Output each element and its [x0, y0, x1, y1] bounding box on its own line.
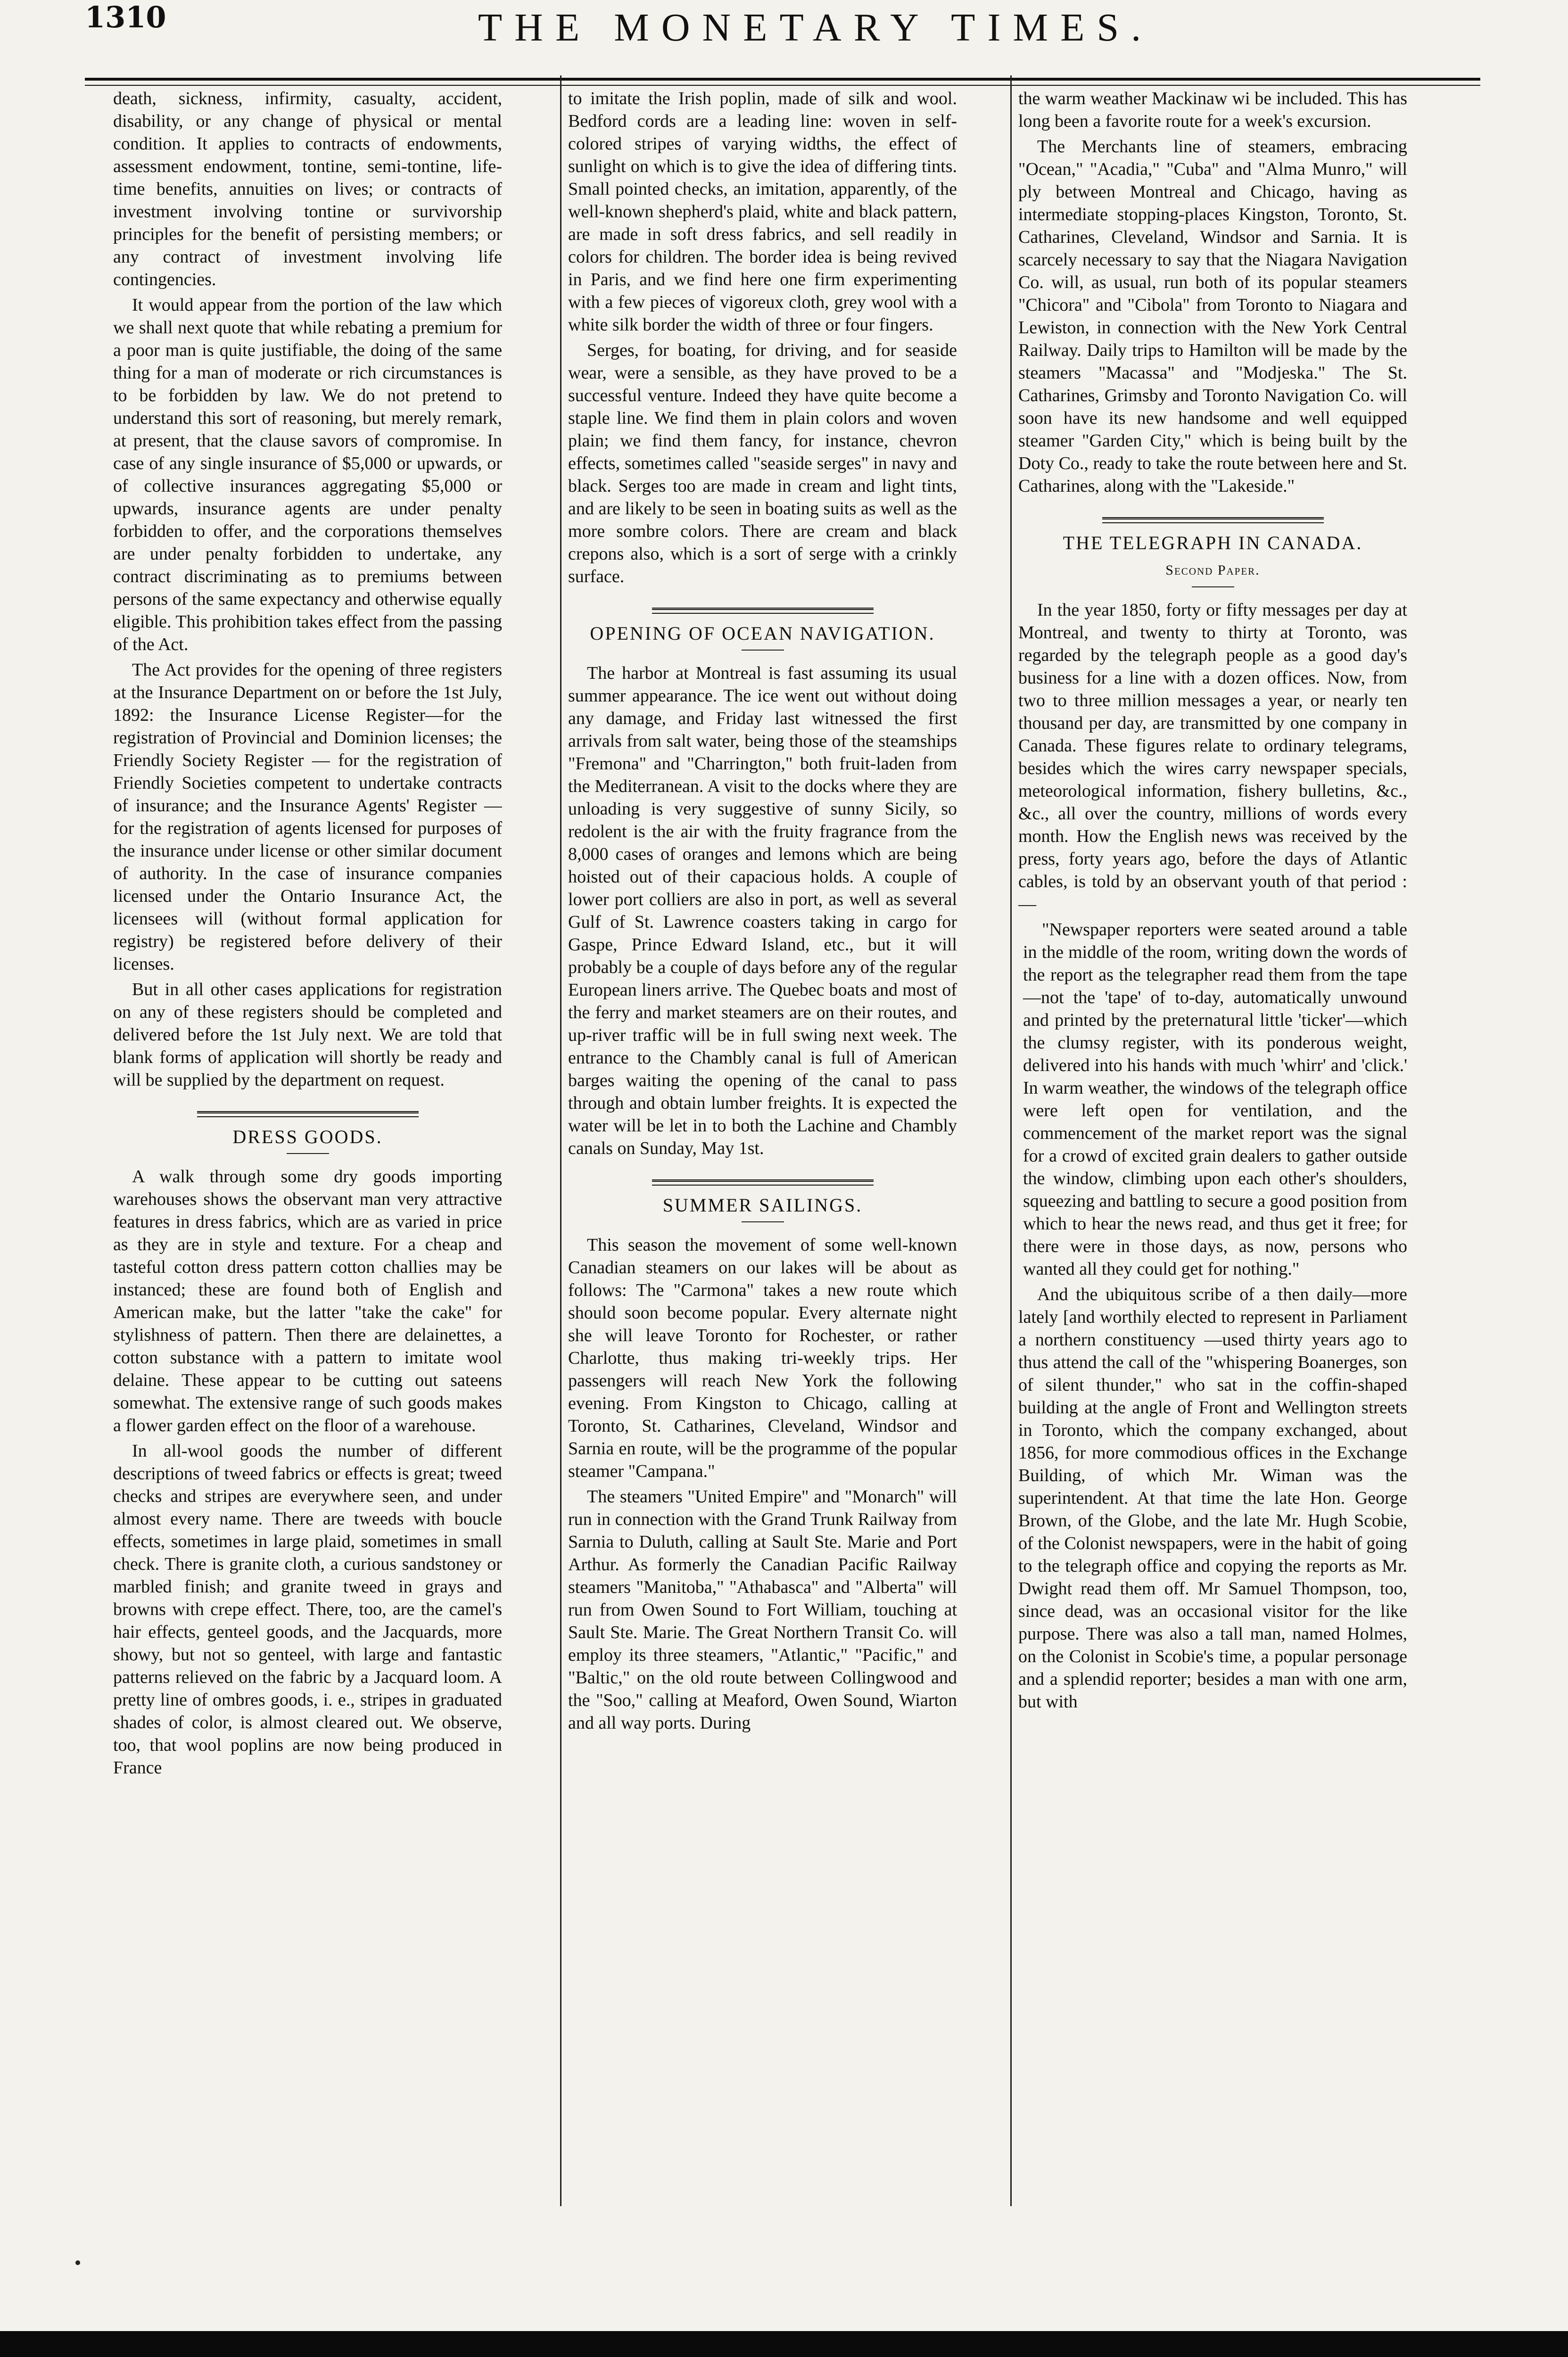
section-heading-telegraph: THE TELEGRAPH IN CANADA. [1063, 532, 1363, 553]
quoted-paragraph: "Newspaper reporters were seated around a table in the middle of the room, writing down the words of the report as the telegrapher read them from the tape—not the 'tape' of to-day, automatically unwound and printed by the preternatural little 'ticker'—which the clumsy register, with its ponderous weight, delivered into his hands with much 'whirr' and 'click.' In warm weather, the windows of the telegraph office were left open for ventilation, and the commencement of the market report was the signal for a crowd of excited grain dealers to gather outside the window, climbing upon each other's shoulders, squeezing and battling to secure a good position from which to hear the news read, and thus get it free; for there were in those days, as now, persons who wanted all they could get for nothing." [1023, 920, 1407, 1279]
article-paragraph: It would appear from the portion of the law which we shall next quote that while rebating a premium for a poor man is quite justifiable, the doing of the same thing for a man of moderate or rich circumstances is to be forbidden by law. We do not pretend to understand this sort of reasoning, but merely remark, at present, that the clause savors of compromise. In case of any single insurance of $5,000 or upwards, or of collective insurances aggregating $5,000 or upwards, insurance agents are under penalty forbidden to offer, and the corporations themselves are under penalty forbidden to undertake, any contract discriminating as to premiums between persons of the same expectancy and otherwise equally eligible. This prohibition takes effect from the passing of the Act. [113, 295, 502, 654]
page-number: 1310 [85, 0, 166, 34]
heading-rule [742, 1221, 784, 1222]
article-paragraph: the warm weather Mackinaw wi be included. This has long been a favorite route for a week's excursion. [1018, 89, 1407, 131]
section-heading-summer-sailings: SUMMER SAILINGS. [662, 1195, 863, 1216]
newspaper-title: THE MONETARY TIMES. [478, 6, 1154, 49]
column-3 [1018, 87, 1407, 2213]
ink-speck [75, 2260, 80, 2265]
article-paragraph: The Merchants line of steamers, embracing "Ocean," "Acadia," "Cuba" and "Alma Munro," will ply between Montreal and Chicago, having as intermediate stopping-places Kingston, Toronto, St. Catharines, Cleveland, Windsor and Sarnia. It is scarcely necessary to say that the Niagara Navigation Co. will, as usual, run both of its popular steamers "Chicora" and "Cibola" from Toronto to Niagara and Lewiston, in connection with the New York Central Railway. Daily trips to Hamilton will be made by the steamers "Macassa" and "Modjeska." The St. Catharines, Grimsby and Toronto Navigation Co. will soon have its new handsome and well equipped steamer "Garden City," which is being built by the Doty Co., ready to take the route between here and St. Catharines, along with the "Lakeside." [1018, 137, 1407, 496]
article-paragraph: A walk through some dry goods importing warehouses shows the observant man very attractive features in dress fabrics, which are as varied in price as they are in style and texture. For a cheap and tasteful cotton dress pattern cotton challies may be instanced; these are found both of English and American make, but the latter "take the cake" for stylishness of pattern. Then there are delainettes, a cotton substance with a pattern to imitate wool delaine. These appear to be cutting out sateens somewhat. The extensive range of such goods makes a flower garden effect on the floor of a warehouse. [113, 1167, 502, 1435]
article-paragraph: Serges, for boating, for driving, and for seaside wear, were a sensible, as they have proved to be a successful venture. Indeed they have quite become a staple line. We find them in plain colors and woven plain; we find them fancy, for instance, chevron effects, sometimes called "seaside serges" in navy and black. Serges too are made in cream and light tints, and are likely to be seen in boating suits as well as the more sombre colors. There are cream and black crepons also, which is a sort of serge with a crinkly surface. [568, 340, 957, 586]
article-paragraph: The steamers "United Empire" and "Monarch" will run in connection with the Grand Trunk Railway from Sarnia to Duluth, calling at Sault Ste. Marie and Port Arthur. As formerly the Canadian Pacific Railway steamers "Manitoba," "Athabasca" and "Alberta" will run from Owen Sound to Fort William, touching at Sault Ste. Marie. The Great Northern Transit Co. will employ its three steamers, "Atlantic," "Pacific," and "Baltic," on the old route between Collingwood and the "Soo," calling at Meaford, Owen Sound, Wiarton and all way ports. During [568, 1487, 957, 1733]
article-paragraph: This season the movement of some well-known Canadian steamers on our lakes will be about as follows: The "Carmona" takes a new route which should soon become popular. Every alternate night she will leave Toronto for Rochester, or rather Charlotte, thus making tri-weekly trips. Her passengers will reach New York the following evening. From Kingston to Chicago, calling at Toronto, St. Catharines, Cleveland, Windsor and Sarnia en route, will be the programme of the popular steamer "Campana." [568, 1235, 957, 1481]
masthead-rule-thin [85, 85, 1480, 86]
masthead-rule [85, 78, 1480, 81]
article-paragraph: to imitate the Irish poplin, made of silk and wool. Bedford cords are a leading line: woven in self-colored stripes of varying widths, the effect of sunlight on which is to give the idea of differing tints. Small pointed checks, an imitation, apparently, of the well-known shepherd's plaid, white and black pattern, are made in soft dress fabrics, and sell readily in colors for children. The border idea is being revived in Paris, and we find here one firm experimenting with a few pieces of vigoreux cloth, grey wool with a white silk border the width of three or four fingers. [568, 89, 957, 335]
article-paragraph: In the year 1850, forty or fifty messages per day at Montreal, and twenty to thirty at Toronto, was regarded by the telegraph people as a good day's business for a line with a dozen offices. Now, from two to three million messages a year, or nearly ten thousand per day, are transmitted by one company in Canada. These figures relate to ordinary telegrams, besides which the wires carry newspaper specials, meteorological information, fishery bulletins, &c., &c., all over the country, millions of words every month. How the English news was received by the press, forty years ago, before the days of Atlantic cables, is told by an observant youth of that period :— [1018, 600, 1407, 914]
section-separator [652, 608, 874, 614]
column-2 [568, 87, 957, 2213]
article-paragraph: The harbor at Montreal is fast assuming its usual summer appearance. The ice went out without doing any damage, and Friday last witnessed the first arrivals from salt water, being those of the steamships "Fremona" and "Charrington," both fruit-laden from the Mediterranean. A visit to the docks where they are unloading is very suggestive of sunny Sicily, so redolent is the air with the fruity fragrance from the 8,000 cases of oranges and lemons which are being hoisted out of their capacious holds. A couple of lower port colliers are also in port, as well as several Gulf of St. Lawrence coasters taking in cargo for Gaspe, Prince Edward Island, etc., but it will probably be a couple of days before any of the regular European liners arrive. The Quebec boats and most of the ferry and market steamers are on their routes, and up-river traffic will be in full swing next week. The entrance to the Chambly canal is full of American barges waiting the opening of the canal to pass through and obtain lumber freights. It is expected the water will be let in to both the Lachine and Chambly canals on Sunday, May 1st. [568, 663, 957, 1158]
masthead [85, 0, 1499, 80]
article-paragraph: In all-wool goods the number of different descriptions of tweed fabrics or effects is great; tweed checks and stripes are everywhere seen, and under almost every name. There are tweeds with boucle effects, sometimes in large plaid, sometimes in small check. There is granite cloth, a curious sandstoney or marbled finish; and granite tweed in grays and browns with crepe effect. There, too, are the camel's hair effects, genteel goods, and the Jacquards, more showy, but not so genteel, with large and fantastic patterns relieved on the fabric by a Jacquard loom. A pretty line of ombres goods, i. e., stripes in graduated shades of color, is almost cleared out. We observe, too, that wool poplins are now being produced in France [113, 1441, 502, 1778]
scan-border-bar [0, 2331, 1568, 2357]
column-divider [1010, 75, 1012, 2206]
heading-rule [287, 1153, 329, 1154]
section-separator [1102, 517, 1324, 523]
section-heading-dress-goods: DRESS GOODS. [232, 1126, 383, 1147]
article-paragraph: But in all other cases applications for registration on any of these registers should be completed and delivered before the 1st July next. We are told that blank forms of application will shortly be ready and will be supplied by the department on request. [113, 980, 502, 1090]
heading-rule [742, 650, 784, 651]
article-paragraph: The Act provides for the opening of three registers at the Insurance Department on or before the 1st July, 1892: the Insurance License Register—for the registration of Provincial and Dominion licenses; the Friendly Society Register — for the registration of Friendly Societies competent to undertake contracts of insurance; and the Insurance Agents' Register — for the registration of agents licensed for purposes of the insurance under license or other similar document of authority. In the case of insurance companies licensed under the Ontario Insurance Act, the licensees will (without formal application for registry) be registered before delivery of their licenses. [113, 660, 502, 974]
section-separator [652, 1179, 874, 1186]
heading-rule [1192, 586, 1234, 587]
section-subheading: Second Paper. [1165, 562, 1260, 578]
section-separator [197, 1111, 419, 1117]
column-1 [113, 87, 502, 2213]
article-paragraph: And the ubiquitous scribe of a then daily—more lately [and worthily elected to represent in Parliament a northern constituency —used thirty years ago to thus attend the call of the "whispering Boanerges, son of silent thunder," who sat in the coffin-shaped building at the angle of Front and Wellington streets in Toronto, which the company exchanged, about 1856, for more commodious offices in the Exchange Building, of which Mr. Wiman was the superintendent. At that time the late Hon. George Brown, of the Globe, and the late Mr. Hugh Scobie, of the Colonist newspapers, were in the habit of going to the telegraph office and copying the reports as Mr. Dwight read them off. Mr Samuel Thompson, too, since dead, was an occasional visitor for the like purpose. There was also a tall man, named Holmes, on the Colonist in Scobie's time, a popular personage and a splendid reporter; besides a man with one arm, but with [1018, 1285, 1407, 1712]
section-heading-ocean-navigation: OPENING OF OCEAN NAVIGATION. [590, 623, 935, 644]
article-paragraph: death, sickness, infirmity, casualty, accident, disability, or any change of physical or mental condition. It applies to contracts of endowments, assessment endowment, tontine, semi-tontine, life-time benefits, annuities on lives; or contracts of investment involving tontine or survivorship principles for the benefit of persisting members; or any contract of investment involving life contingencies. [113, 89, 502, 289]
column-divider [560, 75, 561, 2206]
